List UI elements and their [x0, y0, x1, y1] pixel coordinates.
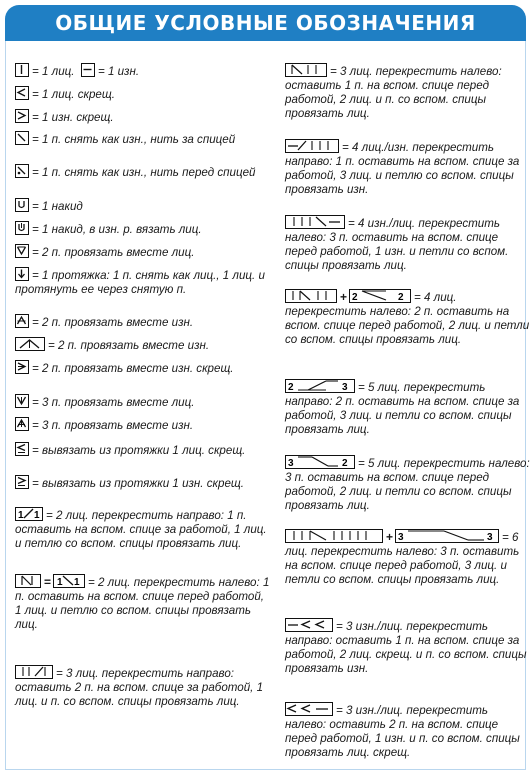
legend-entry: [15, 394, 273, 410]
legend-text: = 1 лиц. скрещ.: [32, 88, 115, 101]
legend-entry: [15, 442, 273, 458]
cable-2-left-a-icon: [15, 574, 41, 588]
legend-entry: [15, 267, 273, 297]
legend-text: = 4 лиц./изн. перекрестить направо: 1 п. оставить на вспом. спице за работой, 3 лиц. и петлю со вспом. спицы провязать изн.: [285, 141, 520, 196]
cable-number: 3: [288, 458, 294, 467]
m1-purl-crossed-icon: [15, 475, 29, 489]
cable-5-right-icon: [285, 379, 355, 393]
m1-knit-crossed-icon: [15, 442, 29, 456]
legend-text: = 3 лиц. перекрестить налево: оставить 1 п. на вспом. спице перед работой, 2 лиц. и п. со вспом. спицы провязать лиц.: [285, 65, 502, 120]
cable-2-right-icon: [15, 507, 43, 521]
legend-text: = вывязать из протяжки 1 лиц. скрещ.: [32, 444, 246, 457]
legend-text: = 5 лиц. перекрестить направо: 2 п. оставить на вспом. спице за работой, 3 лиц. и петли со вспом. спицы провязать лиц.: [285, 381, 520, 436]
cable-4-knit-purl-right-icon: [285, 139, 339, 153]
knit-symbol-icon: [15, 63, 29, 77]
purl-crossed-icon: [15, 109, 29, 123]
legend-entry: [15, 198, 273, 214]
legend-entry: [15, 109, 273, 125]
legend-text: = 2 п. провязать вместе лиц.: [32, 246, 195, 259]
legend-text: = 1 лиц.: [32, 65, 75, 78]
svg-text:1: 1: [18, 510, 24, 519]
legend-entry: [285, 702, 530, 760]
legend-text: = 1 накид: [32, 200, 83, 213]
svg-text:1: 1: [34, 510, 40, 519]
svg-text:1: 1: [74, 577, 80, 586]
cable-6-left-a-icon: [285, 529, 383, 543]
p2tog-wide-icon: [15, 337, 45, 351]
legend-entry: [285, 455, 530, 513]
legend-entry: [15, 417, 273, 433]
cable-number: 2: [398, 292, 404, 301]
legend-entry: [15, 665, 273, 709]
title-bar: [5, 5, 526, 41]
legend-text: = 2 п. провязать вместе изн.: [48, 339, 210, 352]
legend-entry: [285, 139, 530, 197]
k3tog-icon: [15, 394, 29, 408]
legend-text: = 3 п. провязать вместе изн.: [32, 419, 194, 432]
legend-entry: [15, 86, 273, 102]
legend-entry: [15, 131, 273, 147]
legend-text: = 5 лиц. перекрестить налево: 3 п. оставить на вспом. спице перед работой, 2 лиц. и петли со вспом. спицы провязать лиц.: [285, 457, 530, 512]
legend-entry: [15, 360, 273, 376]
legend-text: = 2 п. провязать вместе изн.: [32, 316, 194, 329]
yarn-over-knit-icon: [15, 221, 29, 235]
legend-entry: [285, 529, 530, 587]
cable-number: 3: [487, 532, 493, 541]
legend-text: = 3 п. провязать вместе лиц.: [32, 396, 195, 409]
k2tog-icon: [15, 244, 29, 258]
plus-sign: +: [386, 530, 394, 544]
cable-6-left-b-icon: [395, 529, 499, 543]
cable-2-left-b-icon: [53, 574, 85, 588]
cable-3-right-icon: [15, 665, 53, 679]
cable-3-purl-knit-right-icon: [285, 618, 333, 632]
legend-entry: [15, 314, 273, 330]
legend-entry: [15, 475, 273, 491]
cable-4-purl-knit-left-icon: [285, 215, 345, 229]
legend-frame: [5, 41, 530, 770]
legend-text: = 2 лиц. перекрестить направо: 1 п. оставить на вспом. спице за работой, 1 лиц. и петлю со вспом. спицы провязать лиц.: [15, 509, 267, 550]
legend-entry-knit-purl: [15, 63, 273, 79]
page-title: ОБЩИЕ УСЛОВНЫЕ ОБОЗНАЧЕНИЯ: [55, 11, 476, 35]
cable-number: 2: [352, 292, 358, 301]
legend-entry: [15, 337, 273, 353]
legend-entry: = 1 1 = 2 лиц. перекрестить налево: 1 п. оставить на вспом. спице перед работой, 1 лиц. и петлю со вспом. спицы провязать лиц.: [15, 575, 270, 631]
legend-text: = 4 изн./лиц. перекрестить налево: 3 п. оставить на вспом. спице перед работой, 1 изн. и петли со вспом. спицы провязать лиц.: [285, 217, 509, 272]
legend-text: = 6 лиц. перекрестить налево: 3 п. оставить на вспом. спице перед работой, 3 лиц. и петли со вспом. спицы провязать лиц.: [285, 531, 520, 586]
cable-number: 3: [398, 532, 404, 541]
legend-text: = 1 накид, в изн. р. вязать лиц.: [32, 223, 202, 236]
legend-entry: [285, 379, 530, 437]
cable-3-purl-knit-left-icon: [285, 702, 333, 716]
legend-text: = 1 п. снять как изн., нить за спицей: [32, 133, 236, 146]
legend-text: = 2 лиц. перекрестить налево: 1 п. оставить на вспом. спице перед работой, 1 лиц. и петлю со вспом. спицы провязать лиц.: [15, 576, 270, 631]
legend-text: = 3 лиц. перекрестить направо: оставить 2 п. на вспом. спице за работой, 1 лиц. и п. со вспом. спицы провязать лиц.: [15, 667, 264, 708]
p3tog-icon: [15, 417, 29, 431]
cable-number: 2: [342, 458, 348, 467]
cable-3-left-icon: [285, 63, 327, 77]
cable-4-left-a-icon: [285, 289, 337, 303]
legend-text: = 1 изн. скрещ.: [32, 111, 114, 124]
legend-text: = вывязать из протяжки 1 изн. скрещ.: [32, 477, 245, 490]
legend-entry: [285, 618, 530, 676]
p2tog-icon: [15, 314, 29, 328]
pass-over-icon: [15, 267, 29, 281]
legend-entry: [15, 164, 273, 180]
knit-crossed-icon: [15, 86, 29, 100]
legend-text: = 3 изн./лиц. перекрестить налево: оставить 2 п. на вспом. спице перед работой, 1 изн. и п. со вспом. спицы провязать лиц. скрещ.: [285, 704, 520, 759]
legend-entry: [15, 507, 273, 551]
legend-entry: [285, 215, 530, 273]
legend-entry: [285, 289, 530, 347]
cable-5-left-icon: [285, 455, 355, 469]
legend-text: = 2 п. провязать вместе изн. скрещ.: [32, 362, 234, 375]
yarn-over-icon: [15, 198, 29, 212]
p2tog-crossed-icon: [15, 360, 29, 374]
cable-4-left-b-icon: [349, 289, 411, 303]
legend-entry: [15, 221, 273, 237]
legend-text: = 1 изн.: [97, 65, 140, 78]
cable-number: 3: [342, 382, 348, 391]
slip-wyif-icon: [15, 164, 29, 178]
legend-text: = 1 п. снять как изн., нить перед спицей: [32, 166, 256, 179]
legend-text: = 4 лиц. перекрестить налево: 2 п. оставить на вспом. спице перед работой, 2 лиц. и петли со вспом. спицы провязать лиц.: [285, 291, 530, 346]
svg-text:1: 1: [57, 577, 63, 586]
legend-entry: [285, 63, 530, 121]
legend-text: = 1 протяжка: 1 п. снять как лиц., 1 лиц. и протянуть ее через снятую п.: [15, 269, 265, 296]
legend-entry: [15, 244, 273, 260]
plus-sign: +: [340, 290, 348, 304]
legend-text: = 3 изн./лиц. перекрестить направо: оставить 1 п. на вспом. спице за работой, 2 лиц. скрещ. и п. со вспом. спицы провязать изн.: [285, 620, 527, 675]
slip-wyib-icon: [15, 131, 29, 145]
purl-symbol-icon: [81, 63, 95, 77]
cable-number: 2: [288, 382, 294, 391]
